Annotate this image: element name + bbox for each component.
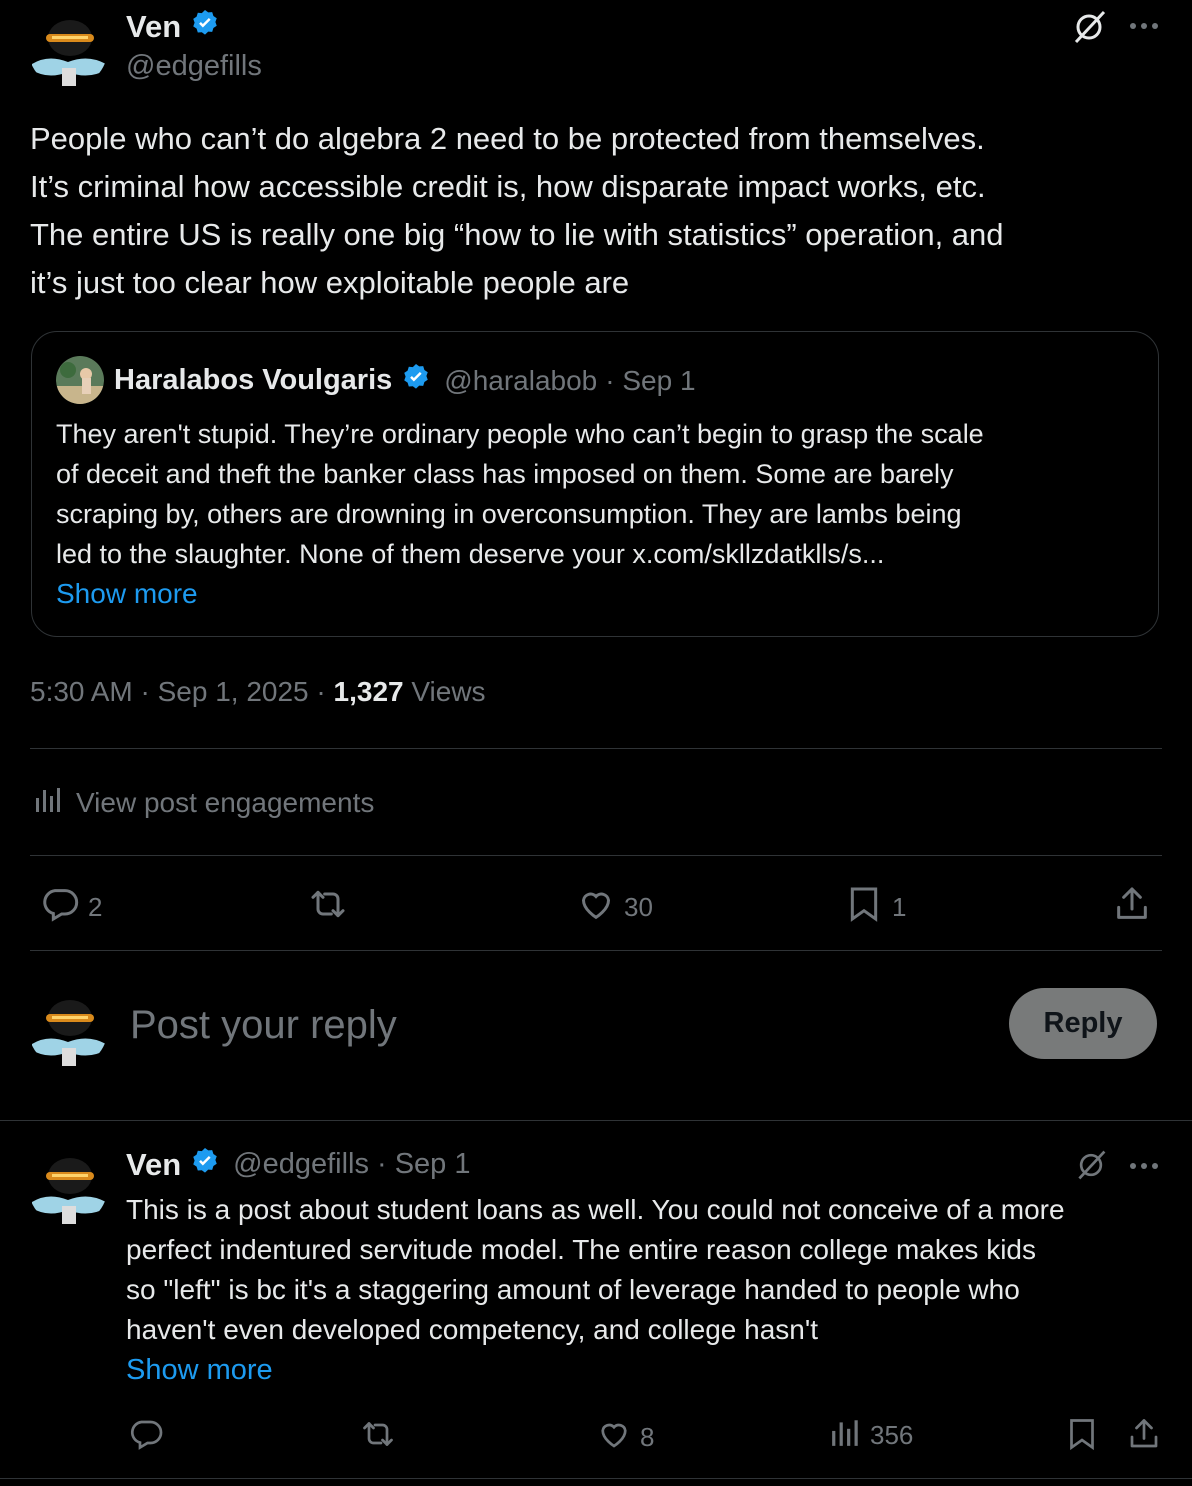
author-handle[interactable]: @edgefills — [126, 50, 262, 82]
bookmark-count: 1 — [892, 892, 907, 922]
quoted-text: They aren't stupid. They’re ordinary people who can’t begin to grasp the scale of deceit and theft the banker class has imposed on them. Some are barely scraping by, others are drowning in overconsumption. They are lambs being led to the slaughter. None of them deserve your x.com/skllzdatklls/s... — [56, 419, 984, 569]
repost-action[interactable] — [306, 884, 358, 931]
reply-icon — [40, 884, 80, 931]
verified-badge-icon — [400, 362, 432, 399]
views-count: 1,327 — [333, 676, 404, 707]
current-user-avatar[interactable] — [28, 988, 108, 1068]
view-engagements-link[interactable] — [34, 784, 374, 821]
quoted-author-handle[interactable]: @haralabob — [444, 364, 598, 396]
reply-icon — [128, 1416, 164, 1459]
repost-icon — [358, 1416, 398, 1459]
divider — [30, 855, 1162, 856]
quoted-header — [114, 362, 696, 399]
author-name[interactable]: Ven — [126, 8, 182, 44]
quoted-show-more-link[interactable]: Show more — [56, 578, 198, 609]
reply-input[interactable]: Post your reply — [130, 1003, 397, 1047]
reply-views-action[interactable] — [830, 1416, 913, 1455]
verified-badge-icon — [189, 1146, 221, 1183]
share-action[interactable] — [1112, 884, 1152, 931]
divider — [30, 950, 1162, 951]
reply-count: 2 — [88, 892, 103, 922]
more-options-icon[interactable] — [1128, 1156, 1160, 1181]
repost-icon — [306, 884, 350, 931]
reply-button[interactable]: Reply — [1009, 988, 1157, 1059]
reply-share-action[interactable] — [1126, 1416, 1162, 1459]
like-icon — [596, 1416, 632, 1459]
analytics-icon — [830, 1416, 862, 1455]
like-count: 30 — [624, 892, 653, 922]
bookmark-icon — [1064, 1416, 1100, 1459]
reply-author-avatar[interactable] — [28, 1146, 108, 1226]
quoted-post[interactable] — [31, 331, 1159, 637]
reply-date[interactable]: · Sep 1 — [377, 1148, 471, 1180]
analytics-icon — [34, 784, 64, 821]
reply-action[interactable] — [40, 884, 102, 931]
like-action[interactable] — [576, 884, 653, 931]
reply-bookmark-action[interactable] — [1064, 1416, 1100, 1459]
more-options-icon[interactable] — [1128, 16, 1160, 41]
bottom-separator — [0, 1478, 1192, 1479]
view-engagements-label: View post engagements — [76, 786, 375, 818]
bookmark-icon — [844, 884, 884, 931]
section-separator — [0, 1120, 1192, 1121]
grok-icon[interactable] — [1070, 8, 1108, 51]
divider — [30, 748, 1162, 749]
reply-repost-action[interactable] — [358, 1416, 406, 1459]
reply-text: This is a post about student loans as well. You could not conceive of a more perfect indentured servitude model. The entire reason college makes kids so "left" is bc it's a staggering amount of leverage handed to people who haven't even developed competency, and college hasn't — [126, 1194, 1065, 1345]
quoted-author-name[interactable]: Haralabos Voulgaris — [114, 364, 393, 396]
reply-header — [126, 1146, 471, 1183]
share-icon — [1126, 1416, 1162, 1459]
like-icon — [576, 884, 616, 931]
quoted-author-avatar[interactable] — [56, 356, 104, 404]
post-metadata — [30, 676, 486, 708]
share-icon — [1112, 884, 1152, 931]
author-name-row[interactable] — [126, 8, 221, 45]
reply-like-action[interactable] — [596, 1416, 654, 1459]
reply-views-count: 356 — [870, 1420, 914, 1450]
views-label: Views — [403, 676, 486, 707]
reply-author-handle[interactable]: @edgefills — [233, 1148, 369, 1180]
grok-icon[interactable] — [1074, 1148, 1108, 1187]
post-text: People who can’t do algebra 2 need to be protected from themselves. It’s criminal how accessible credit is, how disparate impact works, etc. The entire US is really one big “how to lie with statistics” operation, and it’s just too clear how exploitable people are — [30, 121, 1004, 300]
reply-reply-action[interactable] — [128, 1416, 172, 1459]
reply-show-more-link[interactable]: Show more — [126, 1354, 273, 1386]
quoted-post-date[interactable]: · Sep 1 — [605, 364, 696, 396]
author-avatar[interactable] — [28, 8, 108, 88]
reply-like-count: 8 — [640, 1422, 655, 1452]
post-timestamp[interactable]: 5:30 AM · Sep 1, 2025 · — [30, 676, 334, 707]
bookmark-action[interactable] — [844, 884, 906, 931]
reply-author-name[interactable]: Ven — [126, 1146, 182, 1182]
verified-badge-icon — [189, 8, 221, 45]
